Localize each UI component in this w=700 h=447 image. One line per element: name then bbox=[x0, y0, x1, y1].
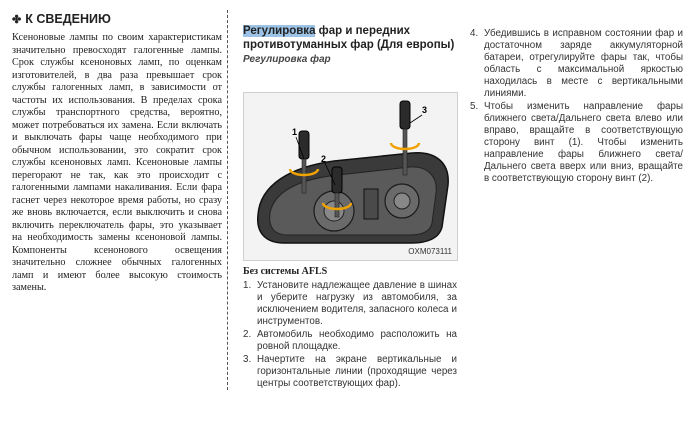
heading-rest: фар и передних противотуманных фар (Для европы) bbox=[243, 25, 455, 51]
step-text: Чтобы изменить направление фары ближнего света/Дальнего света влево или вправо, вращайте в соответствующую сторону винт (1). Чтобы изменить направление фары ближнего света/Дальнего света вверх или вниз, вращайте в соответствующую сторону винт (2). bbox=[484, 101, 683, 184]
step-number: 3. bbox=[243, 354, 252, 365]
high-beam-bulb bbox=[394, 193, 410, 209]
section-heading bbox=[243, 24, 458, 52]
step-item bbox=[470, 101, 683, 185]
section-subheading: Регулировка фар bbox=[243, 54, 331, 65]
steps-list-right bbox=[470, 28, 683, 186]
step-item bbox=[243, 280, 457, 328]
notice-icon: ✤ bbox=[12, 13, 22, 26]
step-text: Убедившись в исправном состоянии фар и достаточном заряде аккумуляторной батареи, отрегулируйте фары так, чтобы область с максимальной яркостью находилась в месте с вертикальными линиями. bbox=[484, 28, 683, 99]
headlamp-illustration bbox=[244, 93, 457, 260]
step-item bbox=[243, 329, 457, 353]
figure-code: OXM073111 bbox=[408, 247, 452, 256]
step-item bbox=[470, 28, 683, 100]
step-text: Автомобиль необходимо расположить на ровной площадке. bbox=[257, 329, 457, 352]
notice-body: Ксеноновые лампы по своим характеристикам значительно превосходят галогенные лампы. Срок службы ксеноновых ламп, по оценкам изготовителей, в два раза превышает срок службы галогенных ламп, в зависимости от частоты их использования. В пределах срока службы транспортного средства, вероятно, может потребоваться их замена. Если включать и выключать фары чаще необходимого при обычном использовании, это сократит срок службы ксеноновых ламп. Ксеноновые лампы перегорают не так, как это происходит с галогенными лампами накаливания. Если фара гаснет через некоторое время работы, но сразу же вновь включается, если выключить и снова включить переключатель фары, это указывает на необходимость замены ксеноновой лампы. Компоненты ксенонового освещения значительно сложнее обычных галогенных ламп и имеют более высокую стоимость замены. bbox=[12, 32, 222, 293]
heading-highlight: Регулировка bbox=[243, 25, 316, 37]
callout-2: 2 bbox=[321, 154, 327, 164]
housing-bracket bbox=[364, 189, 378, 219]
low-beam-bulb bbox=[324, 201, 344, 221]
step-text: Установите надлежащее давление в шинах и уберите нагрузку из автомобиля, за исключением водителя, запасного колеса и инструментов. bbox=[257, 280, 457, 327]
step-number: 1. bbox=[243, 280, 252, 291]
notice-title-text: К СВЕДЕНИЮ bbox=[25, 12, 111, 26]
step-number: 5. bbox=[470, 101, 479, 112]
column-divider bbox=[227, 10, 229, 390]
notice-box bbox=[12, 12, 222, 442]
callout-1: 1 bbox=[292, 127, 298, 137]
step-number: 2. bbox=[243, 329, 252, 340]
step-item bbox=[243, 354, 457, 390]
callout-3: 3 bbox=[422, 105, 428, 115]
section-header bbox=[243, 24, 458, 65]
headlamp-figure bbox=[243, 92, 458, 261]
notice-title bbox=[12, 12, 222, 26]
step-number: 4. bbox=[470, 28, 479, 39]
afls-label: Без системы AFLS bbox=[243, 266, 328, 277]
step-text: Начертите на экране вертикальные и горизонтальные линии (проходящие через центры соответствующих фар). bbox=[257, 354, 457, 389]
steps-list-left bbox=[243, 280, 457, 391]
